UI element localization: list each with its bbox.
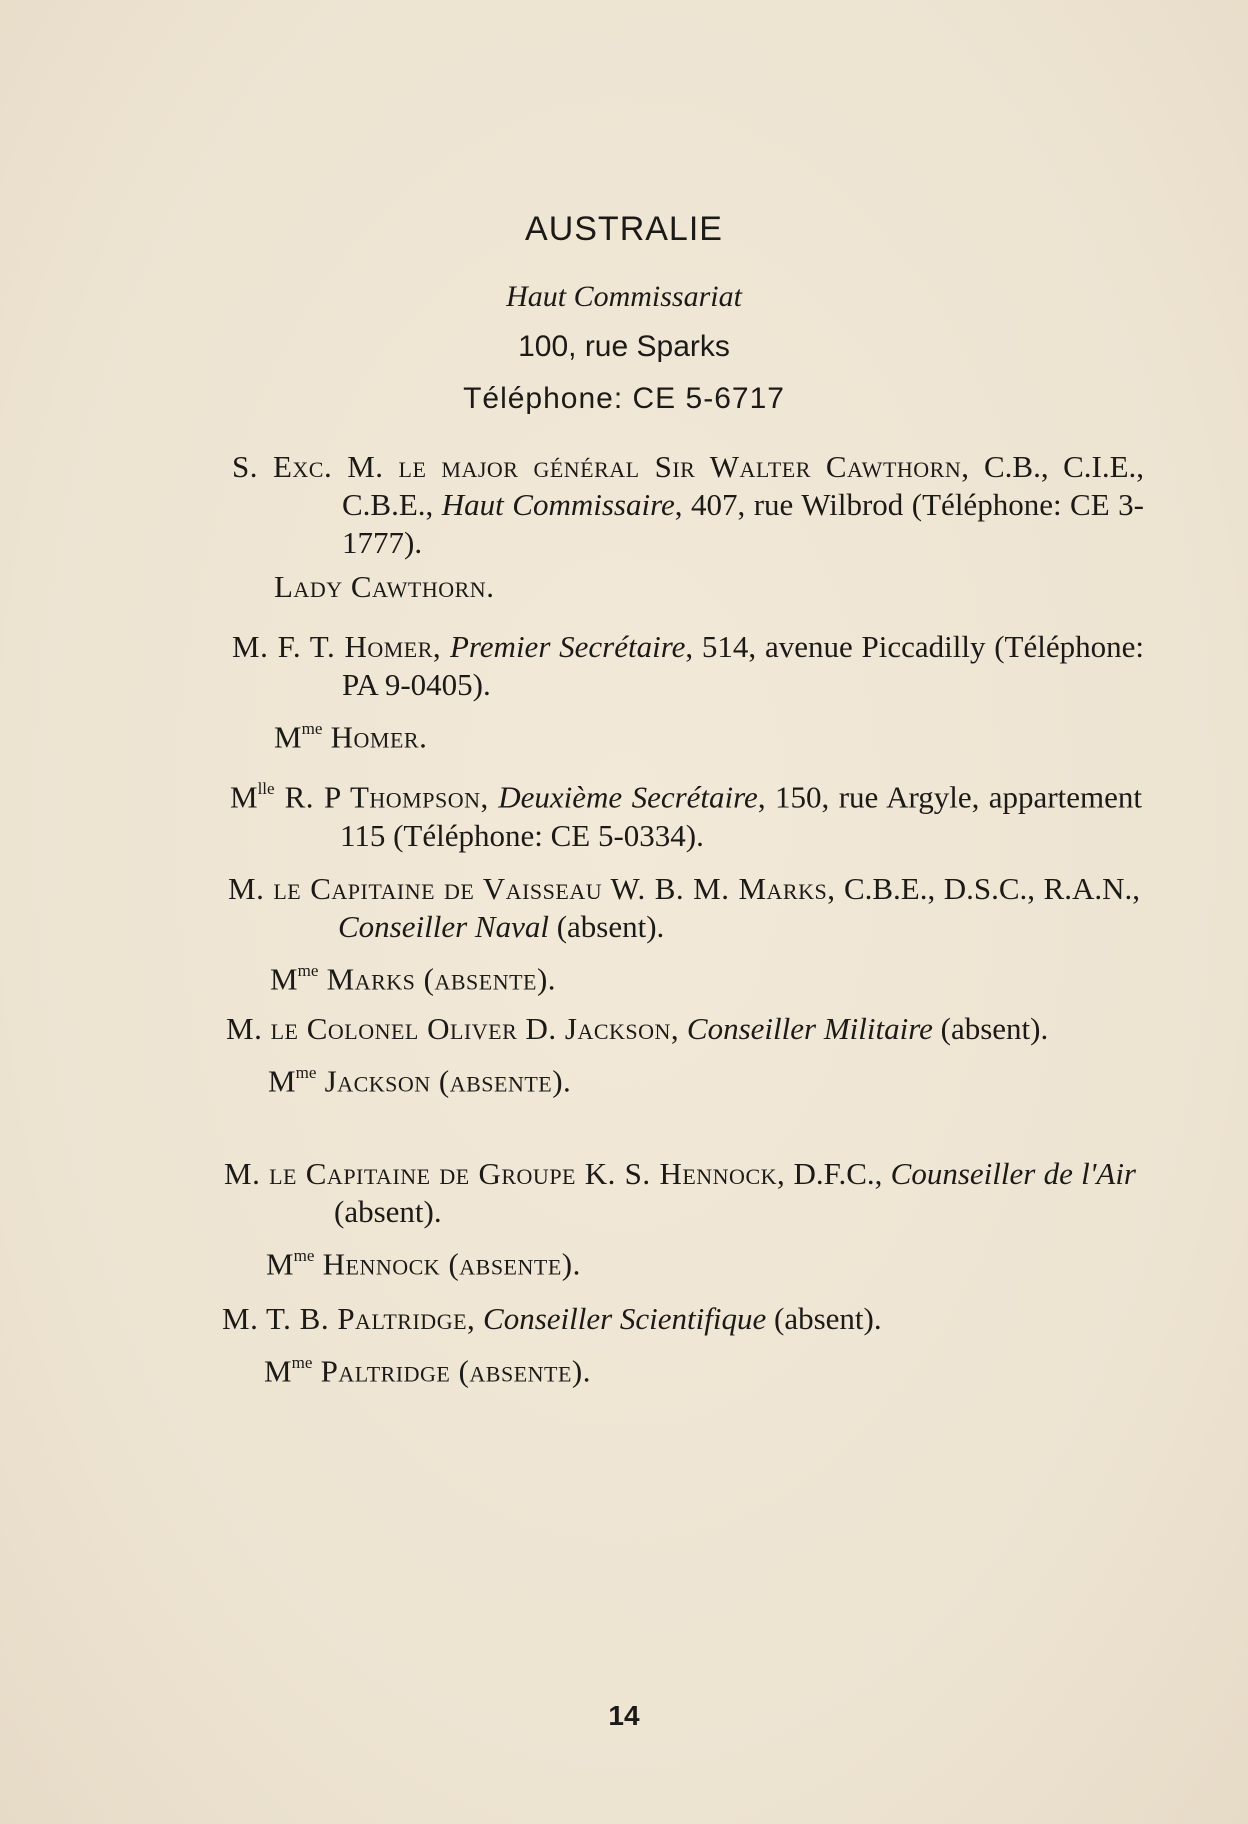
entry-spouse <box>226 1054 1138 1101</box>
entry-prefix-sup: lle <box>257 779 275 798</box>
entry-main <box>232 628 1144 704</box>
entry-prefix: M <box>230 779 258 815</box>
entry-honours: C.B.E., D.S.C., R.A.N., <box>835 871 1141 906</box>
spouse-prefix-sup: me <box>295 1063 317 1082</box>
entry-title: Conseiller Militaire <box>686 1011 933 1046</box>
spouse-name: Lady Cawthorn. <box>274 569 495 604</box>
directory-entry <box>232 448 1144 606</box>
country-heading: AUSTRALIE <box>525 210 723 248</box>
entry-details: (absent). <box>548 909 665 944</box>
directory-entry <box>228 870 1140 999</box>
entry-name: M. F. T. Homer, <box>232 629 442 664</box>
entry-title: Deuxième Secrétaire <box>498 779 758 815</box>
entry-details: , 150, rue Argyle, appartement 115 (Téléphone: CE 5-0334). <box>340 779 1142 853</box>
entry-main <box>232 448 1144 562</box>
entry-main <box>224 1155 1136 1231</box>
directory-entry <box>230 770 1142 855</box>
spouse-name: Paltridge (absente). <box>312 1353 591 1389</box>
entry-title: Counseiller de l'Air <box>890 1156 1136 1191</box>
entry-details: (absent). <box>932 1011 1049 1046</box>
spouse-name: Homer. <box>322 719 428 755</box>
entry-spouse <box>232 568 1144 606</box>
spouse-name: Marks (absente). <box>318 961 557 997</box>
page-number: 14 <box>608 1700 640 1731</box>
entry-honours <box>679 1011 687 1046</box>
spouse-prefix: M <box>266 1246 294 1282</box>
office-subtitle: Haut Commissariat <box>506 280 742 313</box>
spouse-prefix: M <box>274 719 302 755</box>
entry-title: Premier Secrétaire <box>449 629 686 664</box>
entry-honours <box>441 629 450 664</box>
entry-title: Conseiller Naval <box>338 909 549 944</box>
entry-name: S. Exc. M. le major général Sir Walter Cawthorn, <box>232 449 970 484</box>
spouse-name: Jackson (absente). <box>316 1063 572 1099</box>
entry-main <box>226 1010 1138 1048</box>
spouse-prefix: M <box>268 1063 296 1099</box>
spouse-prefix-sup: me <box>297 961 319 980</box>
directory-entry <box>226 1010 1138 1101</box>
directory-entry <box>222 1300 1134 1391</box>
directory-entry <box>224 1155 1136 1284</box>
directory-entry <box>232 628 1144 757</box>
entry-honours <box>475 1301 483 1336</box>
spouse-prefix-sup: me <box>291 1353 313 1372</box>
entry-name: M. T. B. Paltridge, <box>222 1301 476 1336</box>
entry-main <box>228 870 1140 946</box>
spouse-prefix: M <box>264 1353 292 1389</box>
entry-name: M. le Colonel Oliver D. Jackson, <box>226 1011 680 1046</box>
entry-details: (absent). <box>766 1301 882 1336</box>
entry-details: , 407, rue Wilbrod (Téléphone: CE 3-1777). <box>342 487 1144 560</box>
entry-spouse <box>228 952 1140 999</box>
entry-honours: C.B., C.I.E., C.B.E., <box>342 449 1145 522</box>
entry-name: M. le Capitaine de Vaisseau W. B. M. Marks, <box>228 871 836 906</box>
entry-title: Conseiller Scientifique <box>483 1301 767 1336</box>
entry-spouse <box>222 1344 1134 1391</box>
entry-details: (absent). <box>334 1194 442 1229</box>
spouse-prefix-sup: me <box>293 1246 315 1265</box>
spouse-prefix-sup: me <box>301 719 323 738</box>
entry-honours <box>489 780 498 815</box>
entry-spouse <box>232 710 1144 757</box>
entry-name: R. P Thompson, <box>274 779 489 815</box>
entry-details: , 514, avenue Piccadilly (Téléphone: PA 9-0405). <box>342 629 1144 702</box>
spouse-name: Hennock (absente). <box>314 1246 581 1282</box>
entry-main <box>230 770 1142 855</box>
entry-name: M. le Capitaine de Groupe K. S. Hennock, <box>224 1156 786 1191</box>
spouse-prefix: M <box>270 961 298 997</box>
entry-spouse <box>224 1237 1136 1284</box>
entry-honours: D.F.C., <box>785 1156 891 1191</box>
entry-main <box>222 1300 1134 1338</box>
entry-title: Haut Commissaire <box>441 487 675 522</box>
office-phone: Téléphone: CE 5-6717 <box>463 382 785 415</box>
office-address: 100, rue Sparks <box>518 330 730 363</box>
